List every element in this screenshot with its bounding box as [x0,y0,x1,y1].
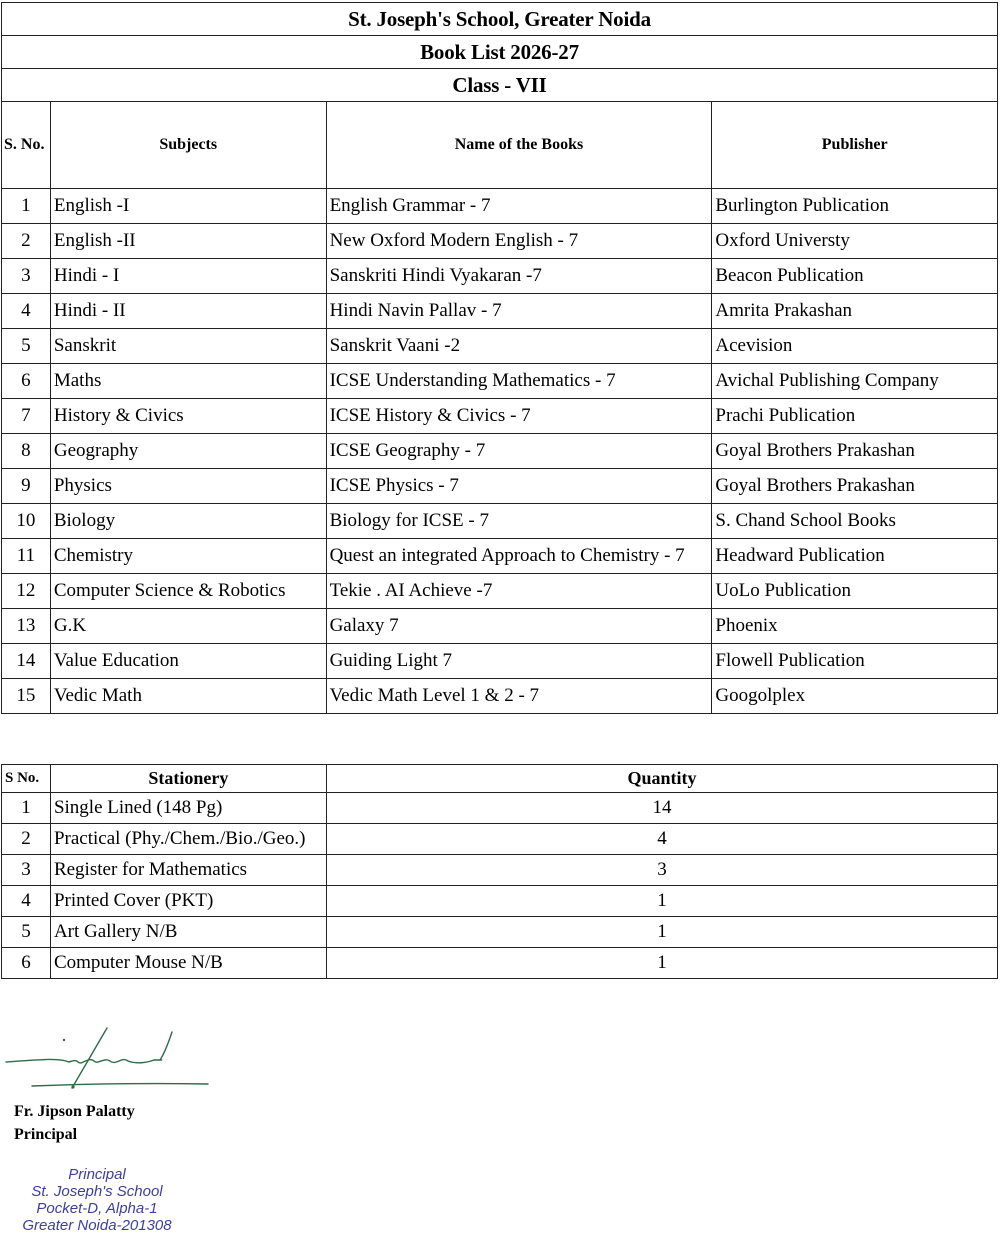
book-name: Sanskriti Hindi Vyakaran -7 [326,259,712,294]
book-publisher: Oxford Universty [712,224,998,259]
books-header-row [2,102,998,189]
book-row [2,609,998,644]
stationery-sno: 2 [2,824,51,855]
book-publisher: Flowell Publication [712,644,998,679]
book-publisher: Goyal Brothers Prakashan [712,469,998,504]
stationery-quantity: 4 [326,824,997,855]
stationery-quantity: 3 [326,855,997,886]
stationery-item: Register for Mathematics [50,855,326,886]
book-name: Biology for ICSE - 7 [326,504,712,539]
school-name: St. Joseph's School, Greater Noida [2,3,998,36]
stationery-row [2,855,998,886]
book-row [2,469,998,504]
col-header-books: Name of the Books [326,102,712,189]
book-name: ICSE Understanding Mathematics - 7 [326,364,712,399]
book-subject: Vedic Math [50,679,326,714]
book-subject: Value Education [50,644,326,679]
book-sno: 9 [2,469,51,504]
book-subject: Maths [50,364,326,399]
book-subject: History & Civics [50,399,326,434]
stationery-row [2,793,998,824]
book-sno: 14 [2,644,51,679]
book-name: ICSE Physics - 7 [326,469,712,504]
book-name: Quest an integrated Approach to Chemistry - 7 [326,539,712,574]
book-name: Guiding Light 7 [326,644,712,679]
book-publisher: Acevision [712,329,998,364]
book-row [2,504,998,539]
class-label: Class - VII [2,69,998,102]
book-name: ICSE History & Civics - 7 [326,399,712,434]
book-name: Vedic Math Level 1 & 2 - 7 [326,679,712,714]
stationery-sno: 5 [2,917,51,948]
book-name: Hindi Navin Pallav - 7 [326,294,712,329]
book-row [2,434,998,469]
stamp-line: Greater Noida-201308 [22,1217,172,1234]
col-header-subjects: Subjects [50,102,326,189]
book-sno: 7 [2,399,51,434]
stationery-sno: 4 [2,886,51,917]
stationery-quantity: 1 [326,948,997,979]
stationery-item: Computer Mouse N/B [50,948,326,979]
book-subject: G.K [50,609,326,644]
book-subject: Hindi - I [50,259,326,294]
book-publisher: Prachi Publication [712,399,998,434]
book-publisher: Beacon Publication [712,259,998,294]
book-subject: English -I [50,189,326,224]
book-sno: 11 [2,539,51,574]
book-sno: 5 [2,329,51,364]
col-header-publisher: Publisher [712,102,998,189]
book-publisher: UoLo Publication [712,574,998,609]
col-header-stationery: Stationery [50,765,326,793]
col-header-quantity: Quantity [326,765,997,793]
stationery-row [2,917,998,948]
book-row [2,329,998,364]
book-sno: 3 [2,259,51,294]
signatory-designation: Principal [14,1126,78,1143]
book-subject: Hindi - II [50,294,326,329]
stationery-sno: 3 [2,855,51,886]
book-row [2,189,998,224]
stationery-item: Printed Cover (PKT) [50,886,326,917]
book-list-title: Book List 2026-27 [2,36,998,69]
book-row [2,224,998,259]
book-row [2,259,998,294]
col-header-sno: S. No. [2,102,51,189]
book-row [2,574,998,609]
book-subject: Chemistry [50,539,326,574]
stationery-sno: 1 [2,793,51,824]
stationery-quantity: 1 [326,886,997,917]
book-name: New Oxford Modern English - 7 [326,224,712,259]
signatory-name: Fr. Jipson Palatty [14,1103,135,1120]
book-name: ICSE Geography - 7 [326,434,712,469]
book-name: Galaxy 7 [326,609,712,644]
stationery-sno: 6 [2,948,51,979]
book-sno: 1 [2,189,51,224]
stationery-row [2,948,998,979]
book-row [2,364,998,399]
book-row [2,644,998,679]
book-publisher: Amrita Prakashan [712,294,998,329]
book-name: Sanskrit Vaani -2 [326,329,712,364]
book-publisher: Burlington Publication [712,189,998,224]
book-name: English Grammar - 7 [326,189,712,224]
col-header-sno: S No. [2,765,51,793]
signature-icon [4,1020,214,1090]
principal-stamp [2,1166,192,1234]
book-publisher: Headward Publication [712,539,998,574]
book-sno: 2 [2,224,51,259]
book-publisher: Phoenix [712,609,998,644]
stationery-item: Art Gallery N/B [50,917,326,948]
signatory-block [14,1100,135,1146]
stationery-table [1,764,998,979]
book-sno: 15 [2,679,51,714]
stationery-item: Single Lined (148 Pg) [50,793,326,824]
book-subject: English -II [50,224,326,259]
stationery-row [2,886,998,917]
book-subject: Physics [50,469,326,504]
book-sno: 12 [2,574,51,609]
stationery-header-row [2,765,998,793]
book-publisher: Avichal Publishing Company [712,364,998,399]
book-sno: 6 [2,364,51,399]
stamp-line: Pocket-D, Alpha-1 [36,1200,158,1217]
stamp-line: St. Joseph's School [31,1183,163,1200]
book-subject: Computer Science & Robotics [50,574,326,609]
book-publisher: Goyal Brothers Prakashan [712,434,998,469]
book-subject: Sanskrit [50,329,326,364]
book-sno: 8 [2,434,51,469]
book-row [2,679,998,714]
book-list-table [1,2,998,714]
stationery-quantity: 14 [326,793,997,824]
book-name: Tekie . AI Achieve -7 [326,574,712,609]
book-row [2,294,998,329]
book-subject: Geography [50,434,326,469]
book-row [2,399,998,434]
book-publisher: S. Chand School Books [712,504,998,539]
stationery-item: Practical (Phy./Chem./Bio./Geo.) [50,824,326,855]
book-sno: 13 [2,609,51,644]
stationery-row [2,824,998,855]
stamp-line: Principal [68,1166,126,1183]
book-row [2,539,998,574]
book-sno: 4 [2,294,51,329]
stationery-quantity: 1 [326,917,997,948]
book-publisher: Googolplex [712,679,998,714]
book-subject: Biology [50,504,326,539]
book-sno: 10 [2,504,51,539]
